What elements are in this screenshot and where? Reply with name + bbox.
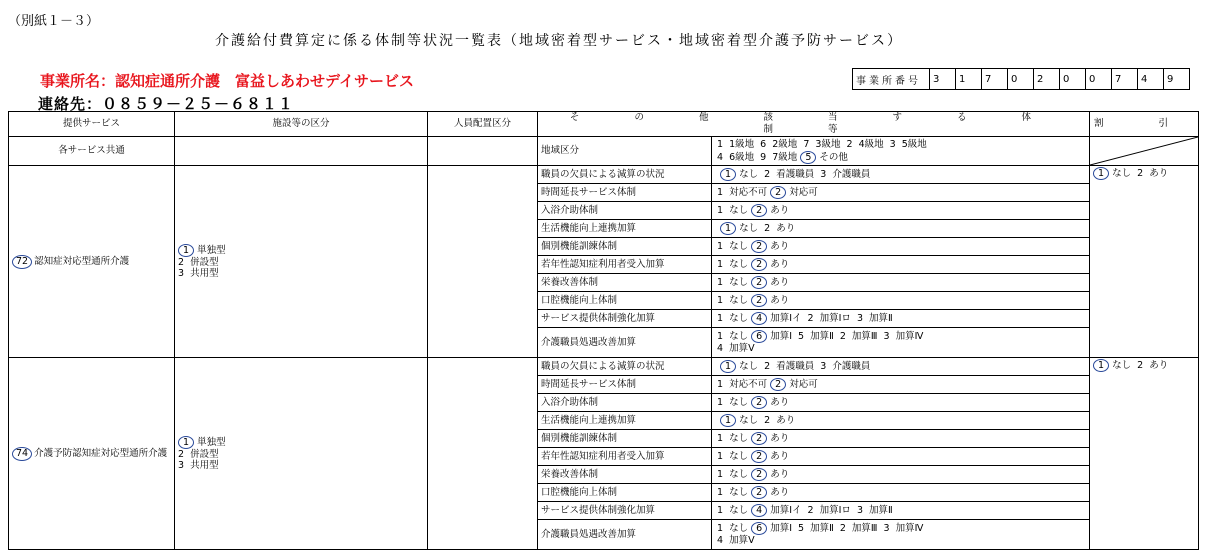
item-options-post: 対応可 xyxy=(789,187,818,198)
item-label: 入浴介助体制 xyxy=(538,394,712,412)
item-options-pre: 1 なし xyxy=(717,397,749,408)
item-options xyxy=(712,220,1090,238)
item-options-post: あり xyxy=(770,487,790,498)
office-number-digit: 0 xyxy=(1008,69,1034,90)
item-selected: 2 xyxy=(770,378,786,391)
facility-cell xyxy=(175,166,428,358)
item-selected: 6 xyxy=(751,522,767,535)
item-selected: 2 xyxy=(751,276,767,289)
header-staff: 人員配置区分 xyxy=(428,112,538,137)
item-options-line xyxy=(717,396,1086,409)
item-options xyxy=(712,292,1090,310)
item-label: 生活機能向上連携加算 xyxy=(538,412,712,430)
appendix-label: （別紙１－３） xyxy=(8,14,100,29)
header-other: そ の 他 該 当 す る 体 制 等 xyxy=(538,112,1090,137)
service-code: 72 xyxy=(12,255,32,269)
discount-selected: 1 xyxy=(1093,167,1109,180)
facility-option-1 xyxy=(178,244,424,257)
item-options-pre: 1 なし xyxy=(717,241,749,252)
item-label: サービス提供体制強化加算 xyxy=(538,310,712,328)
item-options xyxy=(712,202,1090,220)
item-options-pre: 1 なし xyxy=(717,487,749,498)
item-options-post: 加算Ⅰ 5 加算Ⅱ 2 加算Ⅲ 3 加算Ⅳ xyxy=(770,331,924,342)
region-options-line2 xyxy=(717,151,1086,164)
item-options-pre: 1 なし xyxy=(717,451,749,462)
item-options-post: なし 2 看護職員 3 介護職員 xyxy=(739,169,871,180)
office-name: 事業所名：認知症通所介護 富益しあわせデイサービス xyxy=(40,72,414,90)
item-options-post: あり xyxy=(770,397,790,408)
item-label: 入浴介助体制 xyxy=(538,202,712,220)
item-options-post: あり xyxy=(770,469,790,480)
item-options xyxy=(712,358,1090,376)
item-options xyxy=(712,238,1090,256)
facility-option-3: 3 共用型 xyxy=(178,268,219,279)
item-options xyxy=(712,484,1090,502)
item-selected: 2 xyxy=(751,486,767,499)
facility-option-label: 単独型 xyxy=(197,437,226,448)
service-name: 介護予防認知症対応型通所介護 xyxy=(34,447,168,459)
item-options xyxy=(712,394,1090,412)
item-options-line2: 4 加算Ⅴ xyxy=(717,343,755,354)
item-options xyxy=(712,520,1090,550)
discount-diagonal-cell xyxy=(1090,137,1199,166)
item-options-pre: 1 なし xyxy=(717,259,749,270)
item-options xyxy=(712,328,1090,358)
item-options-line xyxy=(717,486,1086,499)
office-number-label: 事業所番号 xyxy=(853,69,930,90)
item-options xyxy=(712,430,1090,448)
item-selected: 1 xyxy=(720,168,736,181)
office-number-digit: 7 xyxy=(1112,69,1138,90)
office-number-box xyxy=(852,68,1190,90)
item-selected: 6 xyxy=(751,330,767,343)
item-label: 職員の欠員による減算の状況 xyxy=(538,358,712,376)
common-facility-cell xyxy=(175,137,428,166)
facility-selected: 1 xyxy=(178,244,194,257)
discount-cell xyxy=(1090,166,1199,358)
office-number-digit: 9 xyxy=(1164,69,1190,90)
office-number-digit: 7 xyxy=(982,69,1008,90)
item-options xyxy=(712,376,1090,394)
item-options-line xyxy=(717,450,1086,463)
item-options-pre: 1 なし xyxy=(717,505,749,516)
item-options-line xyxy=(717,294,1086,307)
item-options-line xyxy=(717,504,1086,517)
item-options-pre: 1 なし xyxy=(717,433,749,444)
service-code: 74 xyxy=(12,447,32,461)
item-options xyxy=(712,310,1090,328)
header-facility: 施設等の区分 xyxy=(175,112,428,137)
item-options-line xyxy=(717,414,1086,427)
item-options xyxy=(712,166,1090,184)
region-options-line1: 1 1級地 6 2級地 7 3級地 2 4級地 3 5級地 xyxy=(717,138,927,150)
item-options-pre: 1 なし xyxy=(717,469,749,480)
item-options xyxy=(712,502,1090,520)
item-options-pre: 1 なし xyxy=(717,277,749,288)
item-options-line xyxy=(717,222,1086,235)
item-selected: 1 xyxy=(720,414,736,427)
item-selected: 2 xyxy=(751,396,767,409)
item-options-post: 加算Ⅰ 5 加算Ⅱ 2 加算Ⅲ 3 加算Ⅳ xyxy=(770,523,924,534)
staff-cell xyxy=(428,166,538,358)
office-number-digit: 3 xyxy=(930,69,956,90)
item-options-post: あり xyxy=(770,259,790,270)
diagonal-line xyxy=(1090,137,1198,165)
facility-option-3: 3 共用型 xyxy=(178,460,219,471)
item-selected: 4 xyxy=(751,504,767,517)
item-label: 介護職員処遇改善加算 xyxy=(538,520,712,550)
item-options-post: なし 2 あり xyxy=(739,223,796,234)
discount-options: なし 2 あり xyxy=(1112,168,1169,179)
staff-cell xyxy=(428,358,538,550)
office-number-digit: 1 xyxy=(956,69,982,90)
item-selected: 2 xyxy=(751,450,767,463)
item-label: 介護職員処遇改善加算 xyxy=(538,328,712,358)
item-options-pre: 1 なし xyxy=(717,523,749,534)
item-options-pre: 1 なし xyxy=(717,331,749,342)
item-options-post: なし 2 看護職員 3 介護職員 xyxy=(739,361,871,372)
item-label: 栄養改善体制 xyxy=(538,274,712,292)
item-options xyxy=(712,448,1090,466)
item-options-pre: 1 対応不可 xyxy=(717,379,768,390)
common-service-label: 各サービス共通 xyxy=(9,137,175,166)
item-options-post: あり xyxy=(770,433,790,444)
facility-option-2: 2 併設型 xyxy=(178,257,219,268)
item-label: 個別機能訓練体制 xyxy=(538,430,712,448)
contact-number: 連絡先：０８５９－２５－６８１１ xyxy=(38,95,295,113)
item-selected: 1 xyxy=(720,222,736,235)
item-label: 時間延長サービス体制 xyxy=(538,376,712,394)
item-selected: 4 xyxy=(751,312,767,325)
item-selected: 1 xyxy=(720,360,736,373)
item-options-line xyxy=(717,258,1086,271)
item-row xyxy=(9,166,1199,184)
item-label: 若年性認知症利用者受入加算 xyxy=(538,256,712,274)
discount-selected: 1 xyxy=(1093,359,1109,372)
item-options-line xyxy=(717,330,1086,343)
item-options-post: なし 2 あり xyxy=(739,415,796,426)
item-options-line xyxy=(717,360,1086,373)
item-label: 職員の欠員による減算の状況 xyxy=(538,166,712,184)
item-label: 生活機能向上連携加算 xyxy=(538,220,712,238)
item-options-line xyxy=(717,432,1086,445)
item-selected: 2 xyxy=(751,258,767,271)
service-cell xyxy=(9,358,175,550)
item-options-line xyxy=(717,240,1086,253)
facility-option-2: 2 併設型 xyxy=(178,449,219,460)
item-options xyxy=(712,412,1090,430)
item-options-line xyxy=(717,468,1086,481)
item-options xyxy=(712,466,1090,484)
item-label: 若年性認知症利用者受入加算 xyxy=(538,448,712,466)
item-options-pre: 1 なし xyxy=(717,295,749,306)
item-selected: 2 xyxy=(751,432,767,445)
item-options-line xyxy=(717,186,1086,199)
page-title: 介護給付費算定に係る体制等状況一覧表（地域密着型サービス・地域密着型介護予防サービス） xyxy=(215,33,903,49)
item-options-post: あり xyxy=(770,205,790,216)
item-options-line xyxy=(717,276,1086,289)
facility-cell xyxy=(175,358,428,550)
region-options-pre: 4 6級地 9 7級地 xyxy=(717,151,798,163)
item-options-line xyxy=(717,378,1086,391)
discount-cell xyxy=(1090,358,1199,550)
item-label: サービス提供体制強化加算 xyxy=(538,502,712,520)
header-discount: 割 引 xyxy=(1090,112,1199,137)
office-number-digit: 2 xyxy=(1034,69,1060,90)
item-options-line xyxy=(717,312,1086,325)
item-options-post: 加算Ⅰイ 2 加算Ⅰロ 3 加算Ⅱ xyxy=(770,313,893,324)
item-label: 時間延長サービス体制 xyxy=(538,184,712,202)
office-number-digit: 0 xyxy=(1060,69,1086,90)
status-table xyxy=(8,111,1199,550)
service-name: 認知症対応型通所介護 xyxy=(34,255,130,267)
item-label: 個別機能訓練体制 xyxy=(538,238,712,256)
item-options-pre: 1 なし xyxy=(717,313,749,324)
item-options xyxy=(712,274,1090,292)
facility-selected: 1 xyxy=(178,436,194,449)
item-options xyxy=(712,184,1090,202)
item-options-pre: 1 対応不可 xyxy=(717,187,768,198)
service-cell xyxy=(9,166,175,358)
facility-option-label: 単独型 xyxy=(197,245,226,256)
item-label: 栄養改善体制 xyxy=(538,466,712,484)
discount-options: なし 2 あり xyxy=(1112,360,1169,371)
item-selected: 2 xyxy=(751,240,767,253)
item-options-post: 対応可 xyxy=(789,379,818,390)
region-selected: 5 xyxy=(800,151,816,164)
item-options-post: あり xyxy=(770,295,790,306)
item-selected: 2 xyxy=(751,468,767,481)
item-options-line xyxy=(717,168,1086,181)
item-selected: 2 xyxy=(770,186,786,199)
item-selected: 2 xyxy=(751,294,767,307)
item-options-post: あり xyxy=(770,277,790,288)
item-selected: 2 xyxy=(751,204,767,217)
common-staff-cell xyxy=(428,137,538,166)
facility-option-1 xyxy=(178,436,424,449)
header-service: 提供サービス xyxy=(9,112,175,137)
region-label: 地域区分 xyxy=(538,137,712,166)
region-options-post: その他 xyxy=(819,151,848,163)
item-row xyxy=(9,358,1199,376)
item-options-post: 加算Ⅰイ 2 加算Ⅰロ 3 加算Ⅱ xyxy=(770,505,893,516)
item-options xyxy=(712,256,1090,274)
item-options-post: あり xyxy=(770,241,790,252)
item-label: 口腔機能向上体制 xyxy=(538,484,712,502)
office-number-digit: 0 xyxy=(1086,69,1112,90)
region-options xyxy=(712,137,1090,166)
item-options-pre: 1 なし xyxy=(717,205,749,216)
item-options-post: あり xyxy=(770,451,790,462)
item-options-line xyxy=(717,522,1086,535)
item-options-line2: 4 加算Ⅴ xyxy=(717,535,755,546)
item-options-line xyxy=(717,204,1086,217)
item-label: 口腔機能向上体制 xyxy=(538,292,712,310)
office-number-digit: 4 xyxy=(1138,69,1164,90)
